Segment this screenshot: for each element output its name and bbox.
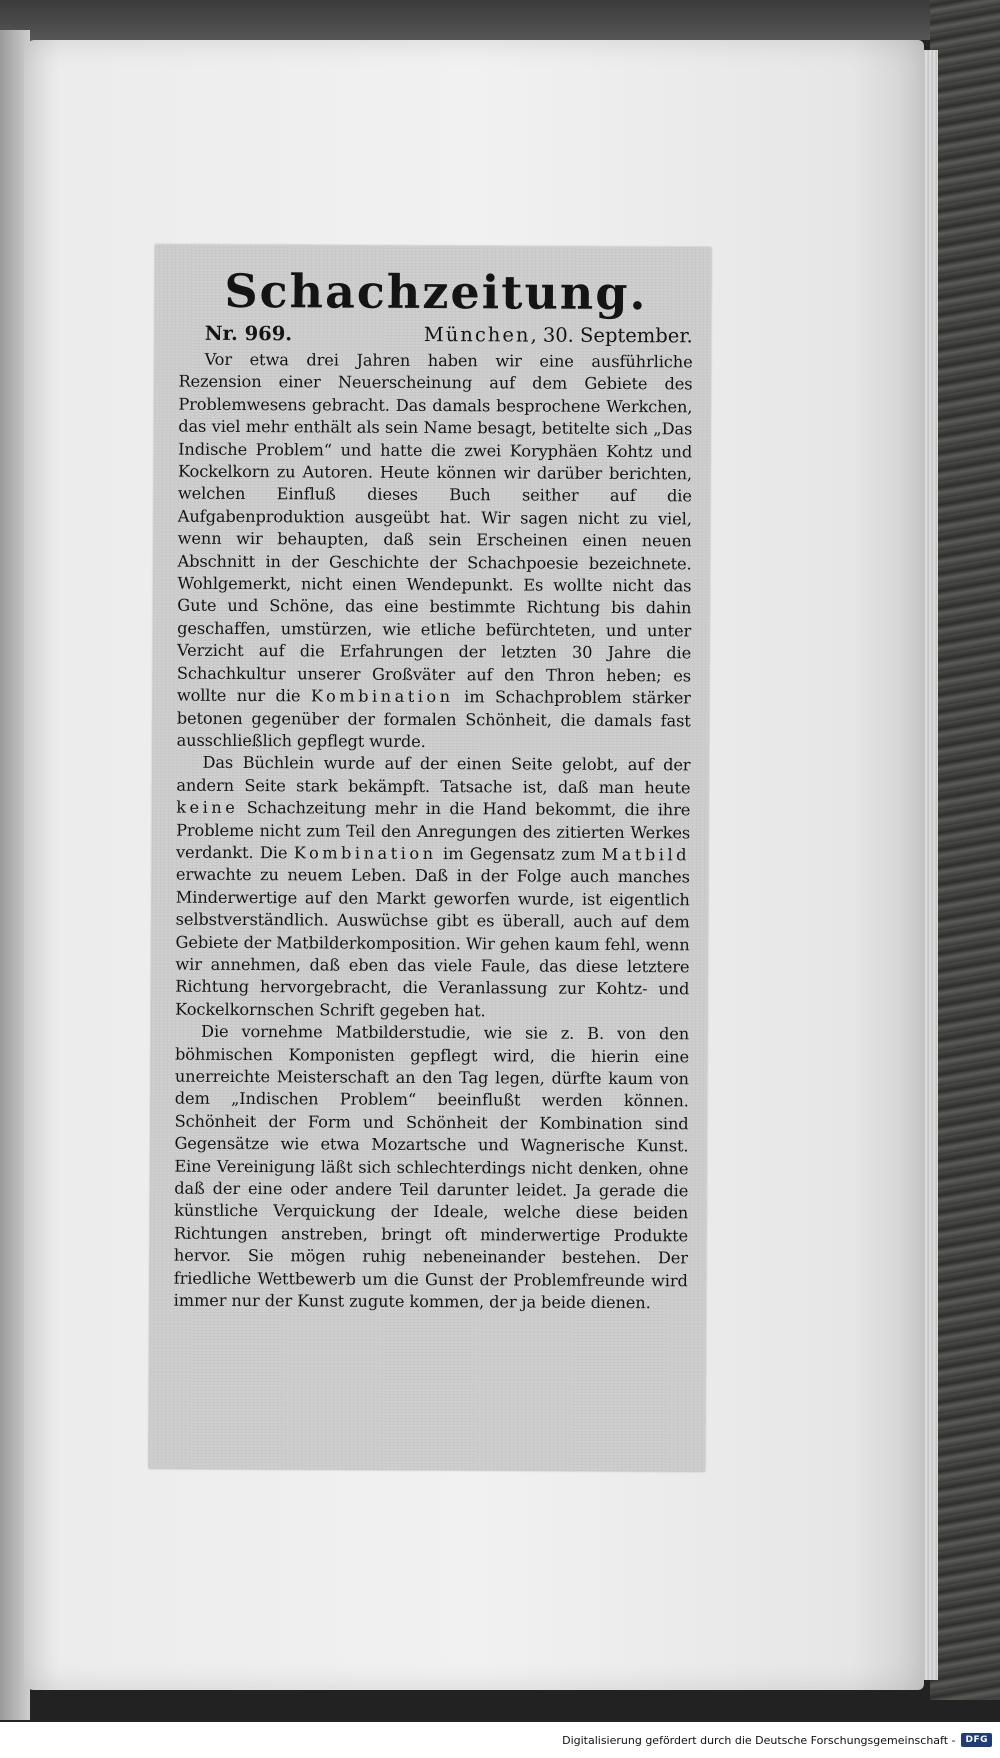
funding-notice: Digitalisierung gefördert durch die Deutsche Forschungsgemeinschaft -: [562, 1733, 956, 1747]
date: , 30. September.: [530, 323, 693, 348]
paragraph-2-text-c: im Gegensatz zum: [436, 843, 602, 864]
masthead: Schachzeitung.: [224, 263, 648, 321]
paragraph-2-text-d: erwachte zu neuem Leben. Daß in der Folge auch manches Minderwertige auf den Markt geworfen wurde, ist eigentlich selbstverständlich. Auswüchse gibt es überall, auch auf dem Gebiete der Matbilderkomposition. Wir gehen kaum fehl, wenn wir annehmen, daß eben das viele Faule, das diese letztere Richtung hervorgebracht, die Veranlassung zur Kohtz- und Kockelkornschen Schrift gegeben hat.: [175, 865, 690, 1021]
place-date: [424, 322, 693, 349]
paragraph-1-spaced: Kombination: [310, 686, 454, 707]
book-cover-edge: [930, 0, 1000, 1700]
paragraph-1: [177, 349, 693, 755]
paragraph-3: Die vornehme Matbilderstudie, wie sie z. B. von den böhmischen Komponisten gepflegt wird, die hierin eine unerreichte Meisterschaft an den Tag legen, dürfte kaum von dem „Indischen Problem“ beeinflußt werden können. Schönheit der Form und Schönheit der Kombination sind Gegensätze wie etwa Mozartsche und Wagnerische Kunst. Eine Vereinigung läßt sich schlechterdings nicht denken, ohne daß der eine oder andere Teil darunter leidet. Ja gerade die künstliche Verquickung der Ideale, welche diese beiden Richtungen anstreben, bringt oft minderwertige Produkte hervor. Sie mögen ruhig nebeneinander bestehen. Der friedliche Wettbewerb um die Gunst der Problemfreunde wird immer nur der Kunst zugute kommen, der ja beide dienen.: [173, 1021, 690, 1313]
article-body: [174, 349, 693, 1315]
paragraph-1-text-a: Vor etwa drei Jahren haben wir eine ausführliche Rezension einer Neuerscheinung auf dem Gebiete des Problemwesens gebracht. Das damals besprochene Werkchen, das viel mehr enthält als sein Name besagt, betitelte sich „Das Indische Problem“ und hatte die zwei Koryphäen Kohtz und Kockelkorn zu Autoren. Heute können wir darüber berichten, welchen Einfluß dieses Buch seither auf die Aufgabenproduktion ausgeübt hat. Wir sagen nicht zu viel, wenn wir behaupten, daß sein Erscheinen einen neuen Abschnitt in der Geschichte der Schachpoesie bezeichnete. Wohlgemerkt, nicht einen Wendepunkt. Es wollte nicht das Gute und Schöne, das eine bestimmte Richtung bis dahin geschaffen, umstürzen, wie etliche befürchteten, und unter Verzicht auf die Erfahrungen der letzten 30 Jahre die Schachkultur unserer Großväter auf den Thron heben; es wollte nur die: [176, 349, 693, 706]
digitization-footer: [0, 1722, 1000, 1758]
paragraph-2-text-b: Schachzeitung mehr in die Hand bekommt, die ihre Probleme nicht zum Teil den Anregungen des zitierten Werkes verdankt. Die: [175, 798, 691, 863]
paragraph-2-spaced-c: Matbild: [601, 844, 691, 865]
city: München: [423, 322, 531, 347]
issue-number: Nr. 969.: [204, 321, 293, 346]
newspaper-clipping: [149, 245, 711, 1472]
paragraph-2-spaced-a: keine: [176, 797, 239, 818]
paragraph-2: [175, 752, 690, 1024]
dfg-logo: DFG: [961, 1733, 992, 1747]
dateline: [179, 321, 693, 350]
paragraph-2-spaced-b: Kombination: [293, 843, 437, 863]
paragraph-2-text-a: Das Büchlein wurde auf der einen Seite gelobt, auf der andern Seite stark bekämpft. Tatsache ist, daß man heute: [176, 753, 691, 798]
book-cover-top: [0, 0, 1000, 40]
paragraph-1-text-b: im Schachproblem stärker betonen gegenüber der formalen Schönheit, die damals fast ausschließlich gepflegt wurde.: [176, 687, 691, 751]
